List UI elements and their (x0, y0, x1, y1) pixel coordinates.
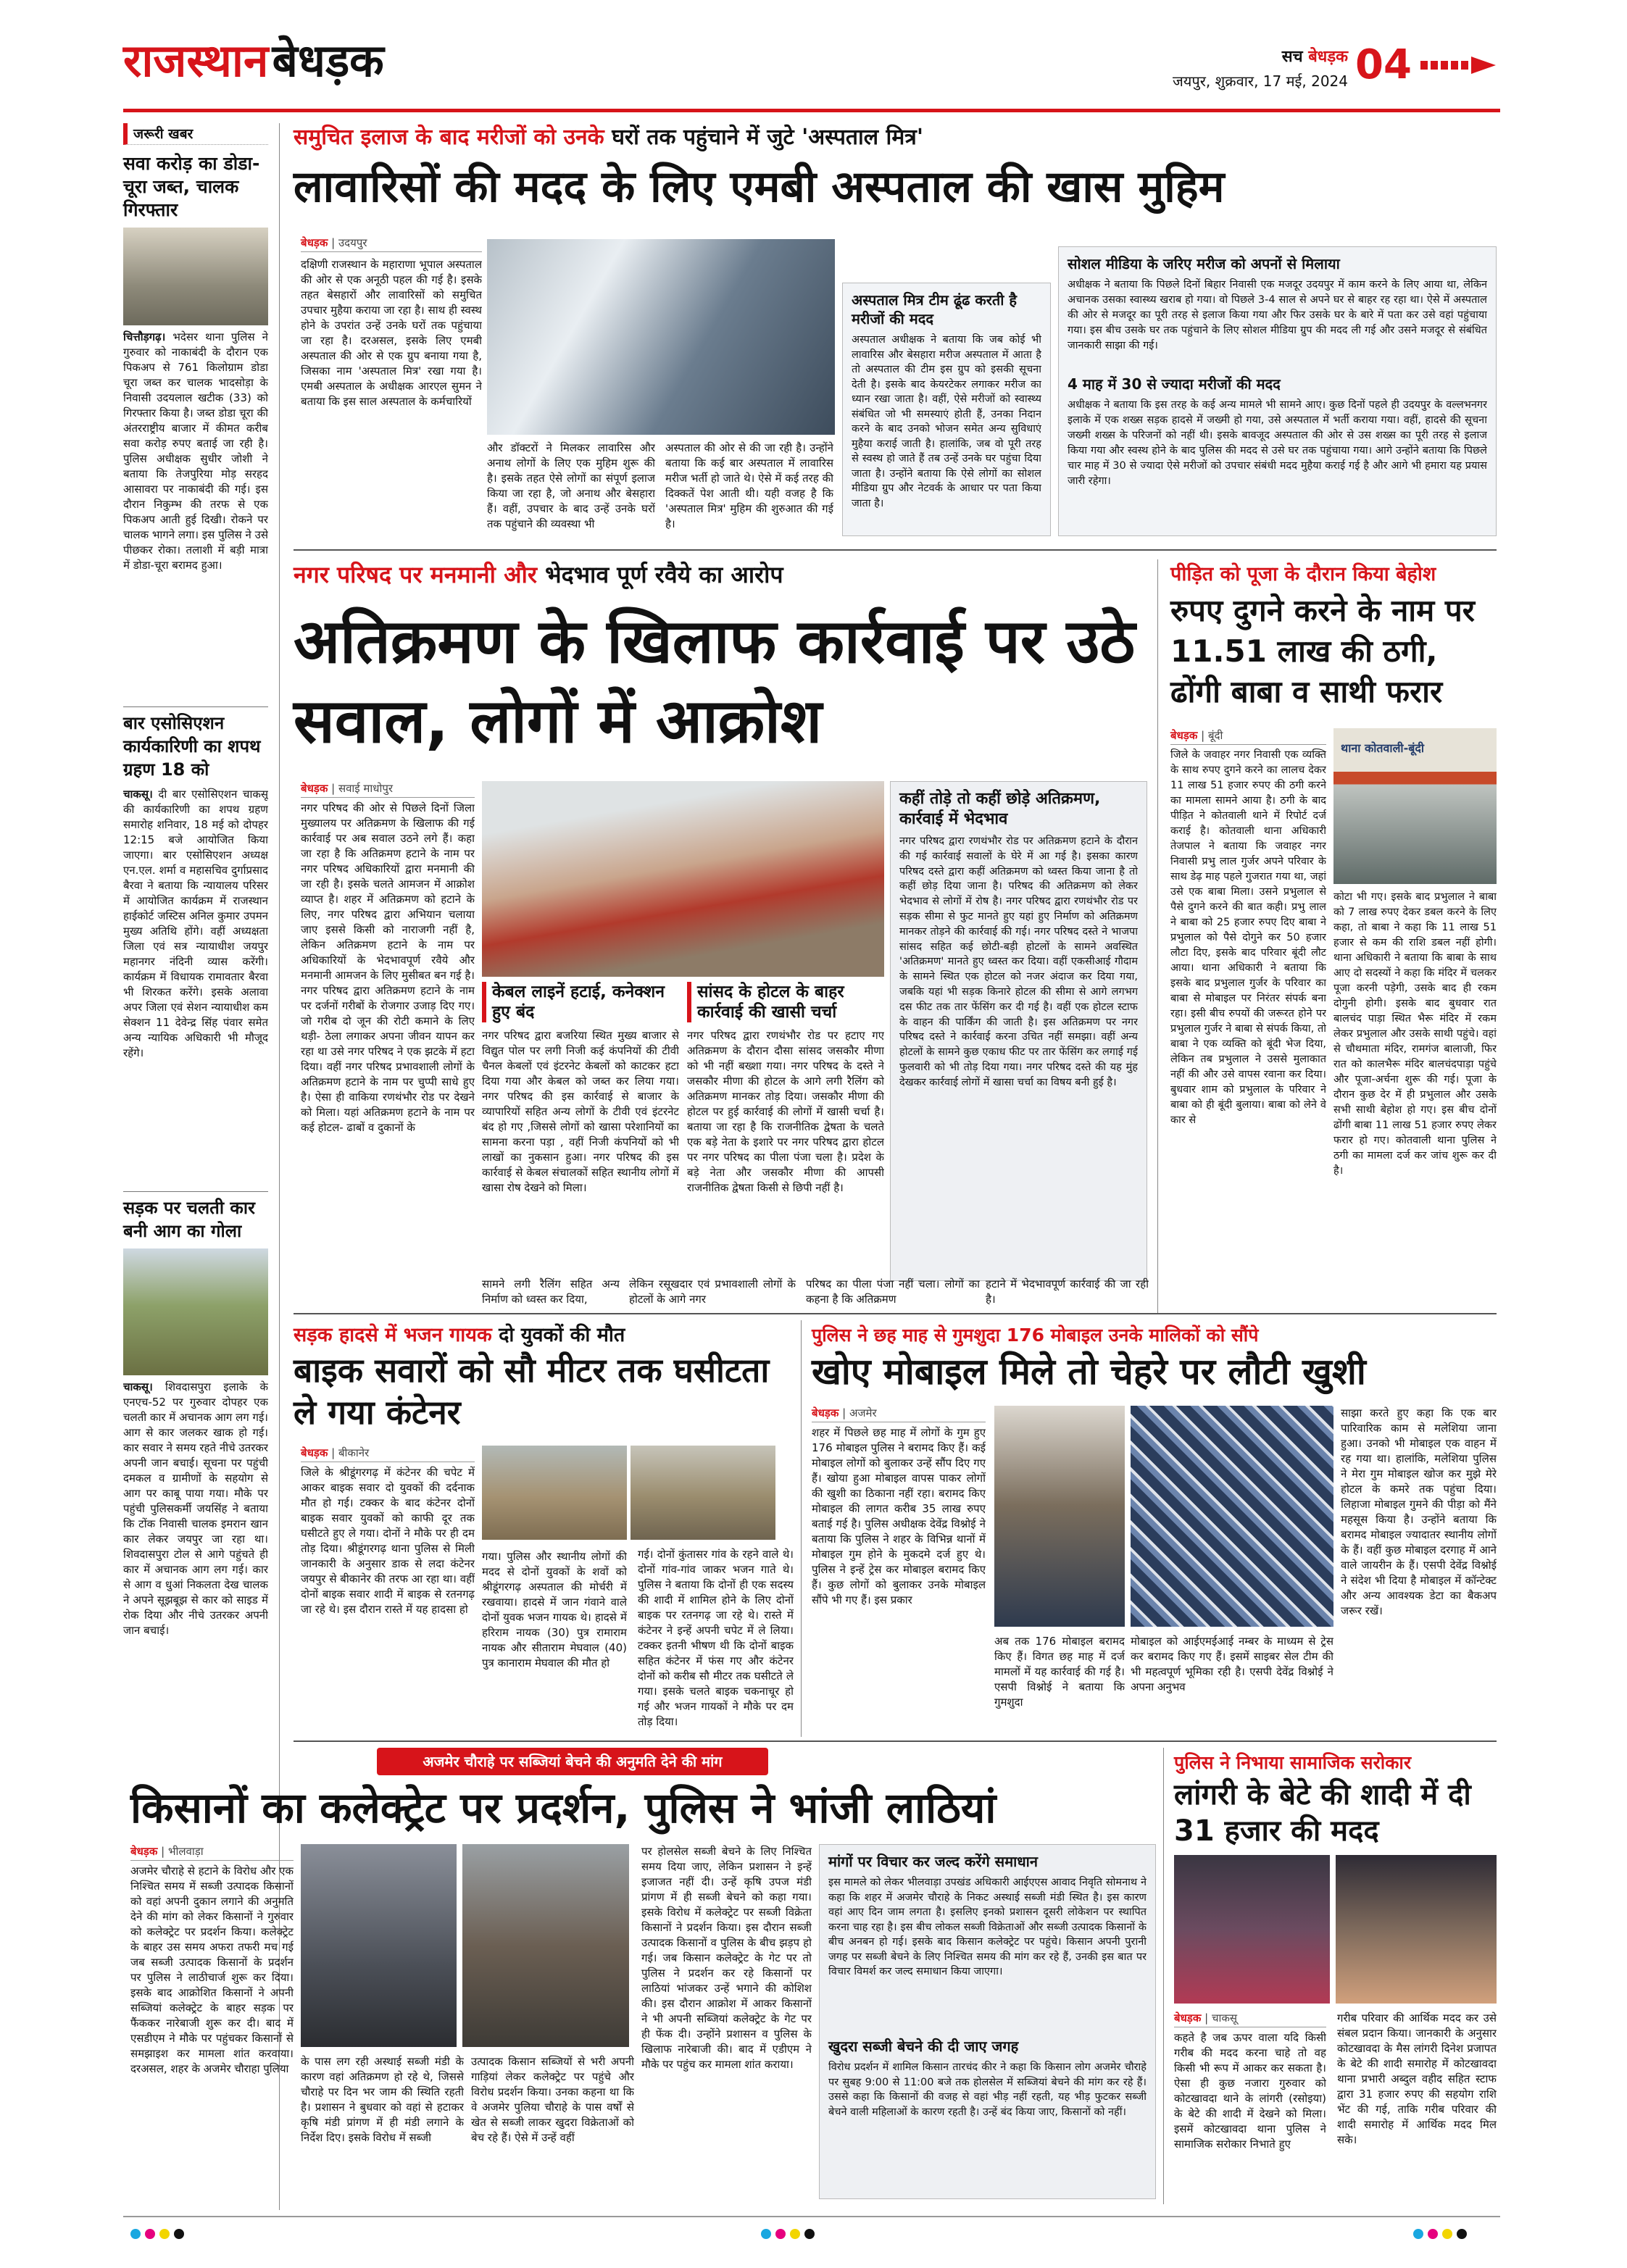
story1-photo (487, 239, 835, 435)
sidebar-story-3-photo (123, 1248, 268, 1375)
story5-byline: बेधड़क | अजमेर (812, 1406, 986, 1422)
story2-kicker: नगर परिषद पर मनमानी और भेदभाव पूर्ण रवैये का आरोप (294, 561, 783, 588)
story1-box2-title: सोशल मीडिया के जरिए मरीज को अपनों से मिलाया (1068, 255, 1340, 272)
registration-dot (1457, 2229, 1467, 2239)
story5-col2: अब तक 176 मोबाइल बरामद किए हैं। विगत छह माह में दर्ज मामलों में यह कार्रवाई की गई है। एसपी विश्नोई ने बताया कि गुमशुदा (994, 1635, 1125, 1709)
story5-col1: शहर में पिछले छह माह में लोगों के गुम हुए 176 मोबाइल पुलिस ने बरामद किए हैं। कई मोबाइल लोगों को बुलाकर उन्हें सौंप दिए गए हैं। खोया हुआ मोबाइल वापस पाकर लोगों की खुशी का ठिकाना नहीं रहा। बरामद किए मोबाइल की लागत करीब 35 लाख रुपए बताई गई है। पुलिस अधीक्षक देवेंद्र विश्नोई ने बताया कि पुलिस ने शहर के विभिन्न थानों में मोबाइल गुम होने के मुकदमे दर्ज हुए थे। पुलिस ने इन्हें ट्रेस कर मोबाइल बरामद किए हैं। कुछ लोगों को बुलाकर उनके मोबाइल सौंपे भी गए हैं। इस प्रकार (812, 1426, 986, 1606)
story4-headline: बाइक सवारों को सौ मीटर तक घसीटता ले गया कंटेनर (294, 1351, 770, 1432)
story3-byline: बेधड़क | बूंदी (1170, 728, 1326, 745)
story2-sub2-title: सांसद के होटल के बाहर कार्रवाई की खासी चर्चा (687, 982, 884, 1022)
story2-divider (1157, 559, 1158, 1313)
story1-col2: और डॉक्टरों ने मिलकर लावारिस और अनाथ लोगों के लिए एक मुहिम शुरू की है। इसके तहत ऐसे लोगों का संपूर्ण इलाज किया जा रहा है, जो अनाथ और बेसहारा हैं। वहीं, उपचार के बाद उन्हें उनके घरों तक पहुंचाने की व्यवस्था भी (487, 441, 655, 530)
story6-col1: अजमेर चौराहे से हटाने के विरोध और एक निश्चित समय में सब्जी उत्पादक किसानों को वहां अपनी दुकान लगाने की अनुमति देने की मांग को लेकर किसानों ने गुरुवार को कलेक्ट्रेट पर प्रदर्शन किया। कलेक्ट्रेट के बाहर उस समय अफरा तफरी मच गई जब सब्जी उत्पादक किसानों के प्रदर्शन पर पुलिस ने लाठीचार्ज शुरू कर दिया। इसके बाद आक्रोशित किसानों ने अपनी सब्जियां कलेक्ट्रेट के बाहर सड़क पर फैंककर नारेबाजी शुरू कर दी। बाद में एसडीएम ने मौके पर पहुंचकर किसानों से समझाइश कर मामला शांत करवाया। दरअसल, शहर के अजमेर चौराहा पुलिया (130, 1864, 294, 2075)
story5-col4: साझा करते हुए कहा कि एक बार पारिवारिक काम से मलेशिया जाना हुआ। उनको भी मोबाइल एक वाहन में रह गया था। हालांकि, मलेशिया पुलिस ने मेरा गुम मोबाइल खोज कर मुझे मेरे होटल के कमरे तक पहुंचा दिया। लिहाजा मोबाइल गुमने की पीड़ा को मैंने महसूस किया है। उन्होंने बताया कि बरामद मोबाइल ज्यादातर स्थानीय लोगों के हैं। वहीं कुछ मोबाइल दरगाह में आने वाले जायरीन के हैं। एसपी देवेंद्र विश्नोई ने संदेश भी दिया है मोबाइल में कॉन्टेक्ट और अन्य आवश्यक डेटा का बैकअप जरूर रखें। (1341, 1406, 1497, 1617)
registration-dot (790, 2229, 800, 2239)
sidebar-story-3-body: चाकसू। शिवदासपुरा इलाके के एनएच-52 पर गुरुवार दोपहर एक चलती कार में अचानक आग लग गई। आग से कार जलकर खाक हो गई। कार सवार ने समय रहते नीचे उतरकर अपनी जान बचाई। सूचना पर पहुंची दमकल व ग्रामीणों के सहयोग से आग पर काबू पाया गया। मौके पर पहुंची पुलिसकर्मी जयसिंह ने बताया कि टोंक निवासी चालक इमरान खान कार लेकर जयपुर जा रहा था। शिवदासपुरा टोल से आगे पहुंचते ही कार में अचानक आग लग गई। कार से आग व धुआं निकलता देख चालक ने अपने सूझबूझ से कार को साइड में रोक दिया और नीचे उतरकर अपनी जान बचाई। (123, 1380, 268, 1637)
pen-nib-icon (1420, 51, 1500, 80)
story1-box1-title: अस्पताल मित्र टीम ढूंढ करती है मरीजों की मदद (852, 291, 1018, 328)
registration-dot (1413, 2229, 1423, 2239)
story1-bottom-rule (294, 549, 1497, 551)
story3-kicker: पीड़ित को पूजा के दौरान किया बेहोश (1170, 563, 1436, 585)
registration-dot (761, 2229, 771, 2239)
story4-col1: जिले के श्रीडूंगरगढ़ में कंटेनर की चपेट में आकर बाइक सवार दो युवकों की दर्दनाक मौत हो गई। टक्कर के बाद कंटेनर दोनों बाइक सवार युवकों को काफी दूर तक घसीटते हुए ले गया। दोनों ने मौके पर ही दम तोड़ दिया। श्रीडूंगरगढ़ थाना पुलिस से मिली जानकारी के अनुसार डाक से लदा कंटेनर जयपुर से बीकानेर की तरफ आ रहा था। वहीं दोनों बाइक सवार शादी में बाइक से रतनगढ़ जा रहे थे। इस दौरान रास्ते में यह हादसा हो (301, 1466, 475, 1616)
story1-kicker: समुचित इलाज के बाद मरीजों को उनके घरों तक पहुंचाने में जुटे 'अस्पताल मित्र' (294, 125, 924, 150)
story5-photo-phones (1131, 1406, 1333, 1627)
story6-photo-2 (462, 1844, 629, 2047)
story6-col4: पर होलसेल सब्जी बेचने के लिए निश्चित समय दिया जाए, लेकिन प्रशासन ने इन्हें इजाजत नहीं दी। उन्हें कृषि उपज मंडी प्रांगण में ही सब्जी बेचने को कहा गया। इसके विरोध में कलेक्ट्रेट पर सब्जी विक्रेता किसानों ने प्रदर्शन किया। इस दौरान सब्जी उत्पादक किसानों व पुलिस के बीच झड़प हो गई। जब किसान कलेक्ट्रेट के गेट पर तो पुलिस ने प्रदर्शन कर रहे किसानों पर लाठियां भांजकर उन्हें भगाने की कोशिश की। इस दौरान आक्रोश में आकर किसानों ने भी अपनी सब्जियां कलेक्ट्रेट के गेट पर ही फेंक दी। उन्होंने प्रशासन व पुलिस के खिलाफ नारेबाजी की। बाद में एडीएम ने मौके पर पहुंच कर मामला शांत कराया। (641, 1845, 812, 2071)
story1-box2-body: अधीक्षक ने बताया कि पिछले दिनों बिहार निवासी एक मजदूर उदयपुर में काम करने के लिए आया था, लेकिन अचानक उसका स्वास्थ्य खराब हो गया। वो पिछले 3-4 साल से अपने घर से बाहर रह रहा था। ऐसे में अस्पताल की ओर से मजदूर का पूरी तरह से इलाज किया गया और फिर उसके घर के बारे में पता कर उसे वहां पहुंचाया गया। इस बीच उसके घर तक पहुंचाने के लिए सोशल मीडिया ग्रुप की मदद ली गई और उसने मजदूर से संबंधित जानकारी साझा की गई। (1068, 279, 1487, 351)
story6-box2-title: खुदरा सब्जी बेचने की दी जाए जगह (828, 2038, 1019, 2055)
story1-box3-body: अधीक्षक ने बताया कि इस तरह के कई अन्य मामले भी सामने आए। कुछ दिनों पहले ही उदयपुर के वल्लभनगर इलाके में एक शख्स सड़क हादसे में जख्मी हो गया, उसे अस्पताल में भर्ती कराया गया। वहीं, हादसे की सूचना जख्मी शख्स के परिजनों को नहीं थी। इसके बावजूद अस्पताल की ओर से उस शख्स का पूरी तरह से इलाज किया गया और स्वस्थ होने के बाद पुलिस की मदद से उसे घर तक पहुंचाया गया। आगे उन्होंने बताया कि पिछले चार माह में 30 से ज्यादा ऐसे मरीजों को उपचार संबंधी मदद मुहैया कराई गई है और आगे भी हमारा यह प्रयास जारी रहेगा। (1068, 399, 1487, 487)
sidebar-story-3-headline: सड़क पर चलती कार बनी आग का गोला (123, 1191, 268, 1243)
story2-sub2 (687, 982, 884, 1301)
registration-marks-center (761, 2228, 819, 2243)
story5-photo-sp (994, 1406, 1125, 1627)
story2-sub1-body: नगर परिषद द्वारा बजरिया स्थित मुख्य बाजार से विद्युत पोल पर लगी निजी कई कंपनियों की टीवी चैनल केबलों एवं इंटरनेट केबलों को काटकर हटा दिया गया और केबल को जब्त कर लिया गया। नगर परिषद की इस कार्रवाई से बाजार के व्यापारियों सहित अन्य लोगों के टीवी एवं इंटरनेट बंद हो गए ,जिससे लोगों को खासा परेशानियों का सामना करना पड़ा , वहीं निजी कंपनियों को भी लाखों का नुकसान हुआ। नगर परिषद की इस कार्रवाई से केबल संचालकों सहित स्थानीय लोगों में खासा रोष देखने को मिला। (482, 1029, 679, 1194)
story2-col4: परिषद का पीला पंजा नहीं चला। लोगों का कहना है कि अतिक्रमण (806, 1277, 980, 1306)
row3-bottom-rule (294, 1740, 1497, 1742)
story3-col2: कोटा भी गए। इसके बाद प्रभुलाल ने बाबा को 7 लाख रुपए देकर डबल करने के लिए कहा, तो बाबा ने कहा कि 11 लाख 51 हजार से कम की राशि डबल नहीं होगी। थाना अधिकारी ने बताया कि बाबा के साथ आए दो सदस्यों ने कहा कि मंदिर में चलकर पूजा करनी पड़ेगी, उसके बाद ही रकम दोगुनी होगी। इसके बाद बुधवार रात बालचंद पाड़ा स्थित भैरू मंदिर में रकम लेकर प्रभुलाल और उसके साथी पहुंचे। वहां से चौथमाता मंदिर, रामगंज बालाजी, फिर रात को कालभैरू मंदिर बालचंदपाड़ा पहुंचे और पूजा-अर्चना शुरू की गई। पूजा के दौरान कुछ देर में ही प्रभुलाल और उसके सभी साथी बेहोश हो गए। इस बीच दोनों ढोंगी बाबा 11 लाख 51 हजार रुपए लेकर फरार हो गए। कोतवाली थाना पुलिस ने ठगी का मामला दर्ज कर जांच शुरू कर दी है। (1333, 891, 1497, 1177)
story4-col2: गया। पुलिस और स्थानीय लोगों की मदद से दोनों युवकों के शवों को श्रीडूंगरगढ़ अस्पताल की मोर्चरी में रखवाया। हादसे में जान गंवाने वाले दोनों युवक भजन गायक थे। हादसे में हरिराम नायक (30) पुत्र रामाराम नायक और सीताराम मेघवाल (40) पुत्र कानाराम मेघवाल की मौत हो (482, 1550, 627, 1669)
story4-divider (801, 1320, 802, 1737)
story2-sub2-body: नगर परिषद द्वारा रणथंभौर रोड पर हटाए गए अतिक्रमण के दौरान दौसा सांसद जसकौर मीणा को भी नहीं बख्शा गया। नगर परिषद के दस्ते ने जसकौर मीणा की होटल के आगे लगी रैलिंग को अतिक्रमण मानकर तोड़ दिया। जसकौर मीणा की होटल पर हुई कार्रवाई की लोगों में खासी चर्चा है। बताया जा रहा है कि राजनीतिक द्वेषता के चलते एक बड़े नेता के इशारे पर नगर परिषद द्वारा होटल पर नगर परिषद का पीला पंजा चला है। प्रदेश के बड़े नेता और जसकौर मीणा की आपसी राजनीतिक द्वेषता किसी से छिपी नहीं है। (687, 1029, 884, 1194)
registration-dot (145, 2229, 155, 2239)
story6-col3: उत्पादक किसान सब्जियों से भरी अपनी गाड़ियां लेकर कलेक्ट्रेट पर पहुंचे और विरोध प्रदर्शन किया। उनका कहना था कि वे अजमेर पुलिया चौराहे के पास वर्षों से खेत से सब्जी लाकर खुदरा विक्रेताओं को बेच रहे हैं। ऐसे में उन्हें वहीं (471, 2055, 634, 2144)
story3-headline: रुपए दुगने करने के नाम पर 11.51 लाख की ठगी, ढोंगी बाबा व साथी फरार (1170, 593, 1475, 709)
registration-dot (1428, 2229, 1438, 2239)
story6-headline: किसानों का कलेक्ट्रेट पर प्रदर्शन, पुलिस ने भांजी लाठियां (130, 1783, 996, 1833)
row2-bottom-rule (294, 1313, 1497, 1314)
story5-col3: मोबाइल को आईएमईआई नम्बर के माध्यम से ट्रेस कर बरामद किए गए हैं। इसमें साइबर सेल टीम की भी महत्वपूर्ण भूमिका रही है। एसपी देवेंद्र विश्नोई ने अपना अनुभव (1131, 1635, 1333, 1693)
story2-col3: लेकिन रसूखदार एवं प्रभावशाली लोगों के होटलों के आगे नगर (629, 1277, 796, 1306)
sidebar-label: जरूरी खबर (123, 123, 268, 145)
registration-dot (159, 2229, 170, 2239)
story1-box3-title: 4 माह में 30 से ज्यादा मरीजों की मदद (1068, 375, 1281, 393)
story7-col1: कहते है जब ऊपर वाला यदि किसी गरीब की मदद करना चाहे तो वह किसी भी रूप में आकर कर सकता है। ऐसा ही कुछ नजारा गुरुवार को कोटखावदा थाने के लांगरी (रसोइया) के बेटे की शादी में देखने को मिला। इसमें कोटखावदा थाना पुलिस ने सामाजिक सरोकार निभाते हुए (1174, 2031, 1326, 2151)
story4-photo (482, 1446, 627, 1540)
story1-col3: अस्पताल की ओर से की जा रही है। उन्होंने बताया कि कई बार अस्पताल में लावारिस मरीज भर्ती हो जाते थे। ऐसे में कई तरह की दिक्कतें पेश आती थी। यही वजह है कि 'अस्पताल मित्र' मुहिम की शुरुआत की गई है। (665, 441, 833, 530)
page-number: 04 (1355, 41, 1412, 88)
story1-col1: दक्षिणी राजस्थान के महाराणा भूपाल अस्पताल की ओर से एक अनूठी पहल की गई है। इसके तहत बेसहारों और लावारिसों को समुचित उपचार मुहैया कराया जा रहा है। साथ ही स्वस्थ होने के उपरांत उन्हें उनके घरों तक पहुंचाया जा रहा है। दरअसल, इसके लिए एमबी अस्पताल की ओर से एक ग्रुप बनाया गया है, जिसका नाम 'अस्पताल मित्र' रखा गया है। एमबी अस्पताल के अधीक्षक आरएल सुमन ने बताया कि इस साल अस्पताल के कर्मचारियों (301, 258, 482, 408)
registration-marks-right (1413, 2228, 1471, 2243)
story5-headline: खोए मोबाइल मिले तो चेहरे पर लौटी खुशी (812, 1351, 1366, 1393)
masthead-tagline: सच बेधड़क (1281, 48, 1348, 66)
registration-marks-left (130, 2228, 188, 2243)
story6-box2-body: विरोध प्रदर्शन में शामिल किसान तारचंद कीर ने कहा कि किसान लोग अजमेर चौराहे पर सुबह 9:00 से 11:00 बजे तक होलसेल में सब्जियां बेचने की मांग कर रहे हैं। उससे कहा कि किसानों की वजह से वहां भीड़ नहीं रहती, यह भीड़ फुटकर सब्जी बेचने वाली महिलाओं के कारण रहती है। उन्हें बंद किया जाए, किसानों को नहीं। (828, 2061, 1147, 2118)
story2-col2: सामने लगी रैलिंग सहित अन्य निर्माण को ध्वस्त कर दिया, (482, 1277, 620, 1306)
story2-sub1 (482, 982, 679, 1301)
registration-dot (1442, 2229, 1452, 2239)
masthead (123, 29, 529, 101)
registration-dot (775, 2229, 786, 2239)
masthead-title-red: राजस्थान (123, 34, 269, 87)
story6-photo-1 (301, 1844, 457, 2047)
masthead-title-dark: बेधड़क (272, 34, 384, 87)
story6-byline: बेधड़क | भीलवाड़ा (130, 1844, 294, 1861)
story2-sub1-title: केबल लाइनें हटाई, कनेक्शन हुए बंद (482, 982, 679, 1022)
registration-dot (130, 2229, 141, 2239)
story2-headline: अतिक्रमण के खिलाफ कार्रवाई पर उठे सवाल, लोगों में आक्रोश (294, 606, 1136, 756)
story1-box1 (842, 283, 1051, 536)
sidebar-story-2-headline: बार एसोसिएशन कार्यकारिणी का शपथ ग्रहण 18 को (123, 706, 268, 781)
story7-photo-2 (1336, 1855, 1497, 2004)
story6-box (819, 1844, 1156, 2199)
story2-box-title: कहीं तोड़े तो कहीं छोड़े अतिक्रमण, कार्रवाई में भेदभाव (899, 790, 1101, 828)
story6-box-body: इस मामले को लेकर भीलवाड़ा उपखंड अधिकारी आईएएस आवाद निवृति सोमनाथ ने कहा कि शहर में अजमेर चौराहे के निकट अस्थाई सब्जी मंडी स्थित है। इस कारण वहां आए दिन जाम लगता है। इसलिए इनको प्रशासन दूसरी लोकेशन पर स्थापित करना चाह रहा है। इस बीच लोकल सब्जी विक्रेताओं और सब्जी उत्पादक किसानों के बीच अनबन हो गई। इसके बाद किसान कलेक्ट्रेट पर पहुंचे। किसान अपनी पुरानी जगह पर सब्जी बेचने के लिए निश्चित समय की मांग कर रहे हैं, उनकी इस बात पर विचार विमर्श कर जल्द समाधान किया जाएगा। (828, 1877, 1147, 1977)
story2-box (890, 781, 1147, 1281)
story1-byline: बेधड़क | उदयपुर (301, 235, 482, 252)
sidebar-story-1-photo (123, 228, 268, 325)
story2-byline: बेधड़क | सवाई माधोपुर (301, 781, 475, 798)
story1-box2 (1058, 246, 1497, 536)
story6-label: अजमेर चौराहे पर सब्जियां बेचने की अनुमति देने की मांग (377, 1748, 768, 1775)
sidebar-story-1-headline: सवा करोड़ का डोडा-चूरा जब्त, चालक गिरफ्तार (123, 153, 260, 220)
story4-kicker: सड़क हादसे में भजन गायक दो युवकों की मौत (294, 1324, 625, 1346)
registration-dot (174, 2229, 184, 2239)
story4-byline: बेधड़क | बीकानेर (301, 1446, 475, 1462)
story4-col3: गई। दोनों कुंतासर गांव के रहने वाले थे। दोनों गांव-गांव जाकर भजन गाते थे। पुलिस ने बताया कि दोनों ही एक सदस्य की शादी में शामिल होने के लिए दोनों बाइक पर रतनगढ़ जा रहे थे। रास्ते में कंटेनर ने इन्हें अपनी चपेट में ले लिया। टक्कर इतनी भीषण थी कि दोनों बाइक सहित कंटेनर में फंस गए और कंटेनर दोनों को करीब सौ मीटर तक घसीटते ले गया। इसके चलते बाइक चकनाचूर हो गई और भजन गायकों ने मौके पर दम तोड़ दिया। (638, 1548, 794, 1728)
sidebar-story-2-body: चाकसू। दी बार एसोसिएशन चाकसू की कार्यकारिणी का शपथ ग्रहण समारोह शनिवार, 18 मई को दोपहर 12:15 बजे आयोजित किया जाएगा। बार एसोसिएशन अध्यक्ष एन.एल. शर्मा व महासचिव दुर्गाप्रसाद बैरवा ने बताया कि न्यायालय परिसर में आयोजित कार्यक्रम में राजस्थान हाईकोर्ट जस्टिस अनिल कुमार उपमन मुख्य अतिथि होंगे। वहीं अध्यक्षता जिला एवं सत्र न्यायाधीश जयपुर महानगर नंदिनी व्यास करेंगी। कार्यक्रम में विधायक रामावतार बैरवा भी शिरकत करेंगे। इसके अलावा अपर जिला एवं सेशन न्यायाधीश कम सेक्शन 11 देवेन्द्र सिंह पंवार समेत अन्य न्यायिक अधिकारी भी मौजूद रहेंगे। (123, 788, 268, 1059)
sidebar-story-1-body: चित्तौड़गढ़। भदेसर थाना पुलिस ने गुरुवार को नाकाबंदी के दौरान एक पिकअप से 761 किलोग्राम डोडा चूरा जब्त कर चालक भादसोड़ा के निवासी उदयलाल खटीक (33) को गिरफ्तार किया है। जब्त डोडा चूरा की अंतरराष्ट्रीय बाजार में कीमत करीब सवा करोड़ रुपए बताई जा रही है। पुलिस अधीक्षक सुधीर जोशी ने बताया कि तेजपुरिया मोड़ सरहद आसावरा पर नाकाबंदी की गई। इस दौरान निकुम्भ की तरफ से एक पिकअप आती हुई दिखी। रोकने पर चालक भागने लगा। इस पुलिस ने उसे पीछकर रोका। तलाशी में बड़ी मात्रा में डोडा-चूरा बरामद हुआ। (123, 330, 268, 572)
story1-headline: लावारिसों की मदद के लिए एमबी अस्पताल की खास मुहिम (294, 162, 1225, 212)
story2-col5: हटाने में भेदभावपूर्ण कार्रवाई की जा रही है। (986, 1277, 1149, 1306)
story7-kicker: पुलिस ने निभाया सामाजिक सरोकार (1174, 1752, 1412, 1773)
registration-dot (804, 2229, 815, 2239)
story2-box-body: नगर परिषद द्वारा रणथंभौर रोड पर अतिक्रमण हटाने के दौरान की गई कार्रवाई सवालों के घेरे में आ गई है। इसका कारण परिषद दस्ते द्वारा कहीं अतिक्रमण को ध्वस्त किया जाना है तो कहीं छोड़ दिया जाना है। परिषद की अतिक्रमण को लेकर भेदभाव से लोगों में रोष है। नगर परिषद द्वारा रणथंभौर रोड पर सड़क सीमा से फुट मानते हुए यहां हुए निर्माण को अतिक्रमण मानकर तोड़ने की कार्रवाई की गई। नगर परिषद दस्ते ने भाजपा सांसद सहित कई छोटी-बड़ी होटलों के सामने अवस्थित 'अतिक्रमण' मानते हुए ध्वस्त कर दिया। वहीं एकसीआई गौदाम के सामने स्थित एक होटल को नजर अंदाज कर दिया गया, जबकि यहां भी सड़क किनारे होटल की सीमा से आगे लगभग दस फीट तक तार फेंसिंग कर दी गई है। वहीं एक होटल स्टाफ के वाहन की पार्किंग की जाती है। इस अतिक्रमण पर नगर परिषद दस्ते ने कार्रवाई करना उचित नहीं समझा। वहीं अन्य होटलों के सामने कुछ एकाध फीट पर तार फेंसिंग कर लगाई गई फुलवारी को भी तोड़ दिया गया। नगर परिषद दस्ते की यह मुंह देखकर कार्रवाई लोगों में खासा चर्चा का विषय बनी हुई है। (899, 835, 1138, 1088)
story6-col2: के पास लग रही अस्थाई सब्जी मंडी के कारण वहां अतिक्रमण हो रहे थे, जिससे चौराहे पर दिन भर जाम की स्थिति रहती है। प्रशासन ने बुधवार को वहां से हटाकर कृषि मंडी प्रांगण में ही मंडी लगाने के निर्देश दिए। इसके विरोध में सब्जी (301, 2055, 464, 2144)
story6-divider (1163, 1748, 1164, 2204)
story1-box1-body: अस्पताल अधीक्षक ने बताया कि जब कोई भी लावारिस और बेसहारा मरीज अस्पताल में आता है तो अस्पताल की टीम इस ग्रुप को इसकी सूचना देती है। इसके बाद केयरटेकर लगाकर मरीज का ध्यान रखा जाता है। वहीं, ऐसे मरीजों को स्वास्थ्य संबंधित जो भी समस्याएं होती हैं, उनका निदान करने के बाद उनको भोजन समेत अन्य सुविधाएं मुहैया कराई जाती है। हालांकि, जब वो पूरी तरह से स्वस्थ हो जाते हैं तब उन्हें उनके घर पहुंचा दिया जाता है। उन्होंने बताया कि ऐसे लोगों का सोशल मीडिया ग्रुप और नेटवर्क के आधार पर पता किया जाता है। (852, 334, 1041, 509)
story7-headline: लांगरी के बेटे की शादी में दी 31 हजार की मदद (1174, 1778, 1471, 1848)
story6-box-title: मांगों पर विचार कर जल्द करेंगे समाधान (828, 1853, 1038, 1870)
police-station-sign: थाना कोतवाली-बूंदी (1341, 741, 1424, 755)
story7-col2: गरीब परिवार की आर्थिक मदद कर उसे संबल प्रदान किया। जानकारी के अनुसार कोटखावदा के मैस लांगरी दिनेश प्रजापत के बेटे की शादी समारोह में कोटखावदा थाना प्रभारी अब्दुल वहीद सहित स्टाफ द्वारा 31 हजार रुपए की सहयोग राशि भेंट की गई, ताकि गरीब परिवार की शादी समारोह में आर्थिक मदद मिल सके। (1337, 2011, 1497, 2146)
story2-col1: नगर परिषद की ओर से पिछले दिनों जिला मुख्यालय पर अतिक्रमण के खिलाफ की गई कार्रवाई पर अब सवाल उठने लगे हैं। कहा जा रहा है कि अतिक्रमण हटाने के नाम पर नगर परिषद अधिकारियों द्वारा मनमानी की जा रही है। इसके चलते आमजन में आक्रोश व्याप्त है। शहर में अतिक्रमण को हटाने के लिए, नगर परिषद द्वारा अभियान चलाया जाए इससे किसी को नाराजगी नहीं है, लेकिन अतिक्रमण हटाने के नाम पर अधिकारियों के भेदभावपूर्ण रवैये और मनमानी आमजन के लिए मुसीबत बन गई है। नगर परिषद द्वारा अतिक्रमण हटाने के नाम पर दर्जनों गरीबों के रोजगार उजाड़ दिए गए। जो गरीब दो जून की रोटी कमाने के लिए थड़ी- ठेला लगाकर अपना जीवन यापन कर रहा था उसे नगर परिषद ने एक झटके में हटा दिया। वहीं नगर परिषद प्रभावशाली लोगों के अतिक्रमण हटाने के नाम पर चुप्पी साधे हुए है। ऐसा ही वाकिया रणथंभौर रोड पर देखने को मिला। यहां अतिक्रमण हटाने के नाम पर कई होटल- ढाबों व दुकानों के (301, 801, 475, 1134)
story5-kicker: पुलिस ने छह माह से गुमशुदा 176 मोबाइल उनके मालिकों को सौंपे (812, 1325, 1259, 1346)
story7-byline: बेधड़क | चाकसू (1174, 2011, 1326, 2027)
footer-rule (123, 2216, 1500, 2217)
header-rule (123, 109, 1500, 112)
story2-photo (482, 781, 884, 977)
story3-photo (1333, 728, 1497, 884)
issue-date: जयपुर, शुक्रवार, 17 मई, 2024 (1172, 72, 1348, 90)
story7-photo-1 (1174, 1855, 1330, 2004)
story3-col1: जिले के जवाहर नगर निवासी एक व्यक्ति के साथ रुपए दुगने करने का लालच देकर 11 लाख 51 हजार रुपए की ठगी करने का मामला सामने आया है। ठगी के बाद पीड़ित ने कोतवाली थाने में रिपोर्ट दर्ज कराई है। कोतवाली थाना अधिकारी तेजपाल ने बताया कि जवाहर नगर निवासी प्रभु लाल गुर्जर अपने परिवार के साथ डेढ़ माह पहले गुजरात गया था, जहां उसे एक बाबा मिला। उसने प्रभुलाल से पैसे दुगने करने की बात कही। प्रभु लाल ने बाबा को 25 हजार रुपए दिए बाबा ने प्रभुलाल को पैसे दोगुने कर 50 हजार लौटा दिए, इसके बाद परिवार बूंदी लौट आया। थाना अधिकारी ने बताया कि इसके बाद प्रभुलाल गुर्जर के परिवार का बाबा से मोबाइल पर निरंतर संपर्क बना रहा। इसी बीच रुपयों की जरूरत होने पर प्रभुलाल गुर्जर ने बाबा से संपर्क किया, तो बाबा ने एक व्यक्ति को बूंदी भेज दिया, लेकिन तब प्रभुलाल ने उससे मुलाकात नहीं की और उसे वापस रवाना कर दिया। बुधवार शाम को प्रभुलाल के परिवार ने बाबा को ही बूंदी बुलाया। बाबा को लेने वे कार से (1170, 749, 1326, 1126)
